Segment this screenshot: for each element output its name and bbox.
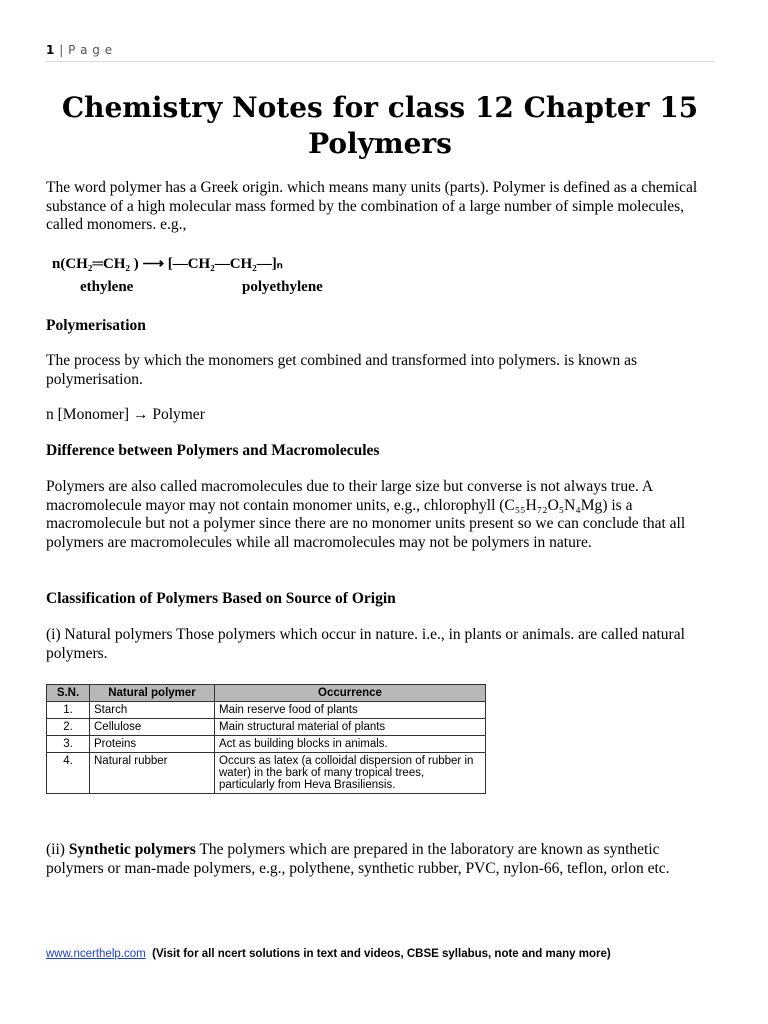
footer-note: (Visit for all ncert solutions in text and videos, CBSE syllabus, note and many more) (152, 948, 611, 960)
page-label: P a g e (68, 43, 113, 57)
polymerisation-text: The process by which the monomers get combined and transformed into polymers. is known as polymerisation. (46, 352, 638, 388)
ncerthelp-link[interactable]: www.ncerthelp.com (46, 948, 146, 960)
intro-paragraph: The word polymer has a Greek origin. which means many units (parts). Polymer is defined as a chemical substance of a high molecular mass formed by the combination of a large number of simple molecules, called monomers. e.g., (46, 179, 698, 233)
polymerisation-heading: Polymerisation (46, 317, 146, 334)
equation-label-polyethylene: polyethylene (242, 279, 323, 295)
page-footer (46, 948, 611, 960)
table-row: 4. Natural rubber Occurs as latex (a colloidal dispersion of rubber in water) in the bark of many tropical trees, particularly from Heva Brasiliensis. (47, 753, 486, 794)
page-header (46, 43, 113, 57)
classification-heading: Classification of Polymers Based on Source of Origin (46, 590, 396, 607)
page-title: Chemistry Notes for class 12 Chapter 15 Polymers (61, 91, 699, 160)
page-number: 1 (46, 43, 55, 57)
equation-reaction: n(CH₂═CH₂ ) ⟶ [—CH₂—CH₂—]ₙ (52, 256, 283, 272)
table-row: 1. Starch Main reserve food of plants (47, 702, 486, 719)
difference-heading: Difference between Polymers and Macromolecules (46, 442, 380, 459)
page-separator: | (59, 43, 64, 57)
table-row: 2. Cellulose Main structural material of plants (47, 719, 486, 736)
polymerisation-formula: n [Monomer] → Polymer (46, 406, 205, 423)
difference-text: Polymers are also called macromolecules due to their large size but converse is not always true. A macromolecule mayor may not contain monomer units, e.g., chlorophyll (C₅₅H₇₂O₅N₄Mg) is a macromolecule but not a polymer since there are no monomer units present so we can conclude that all polymers are macromolecules while all macromolecules may not be polymers in nature. (46, 478, 686, 551)
synthetic-polymers-text: (ii) Synthetic polymers The polymers which are prepared in the laboratory are known as synthetic polymers or man-made polymers, e.g., polythene, synthetic rubber, PVC, nylon-66, teflon, orlon etc. (46, 841, 670, 877)
table-header-occurrence: Occurrence (215, 685, 486, 702)
natural-polymers-text: (i) Natural polymers Those polymers which occur in nature. i.e., in plants or animals. are called natural polymers. (46, 626, 685, 662)
natural-polymers-table (46, 684, 486, 794)
polymerisation-equation-image (52, 254, 352, 302)
equation-label-ethylene: ethylene (80, 279, 134, 295)
header-divider (46, 61, 714, 62)
table-row: 3. Proteins Act as building blocks in animals. (47, 736, 486, 753)
table-header-sn: S.N. (47, 685, 90, 702)
synthetic-polymers-term: Synthetic polymers (68, 841, 196, 858)
table-header-natural-polymer: Natural polymer (90, 685, 215, 702)
